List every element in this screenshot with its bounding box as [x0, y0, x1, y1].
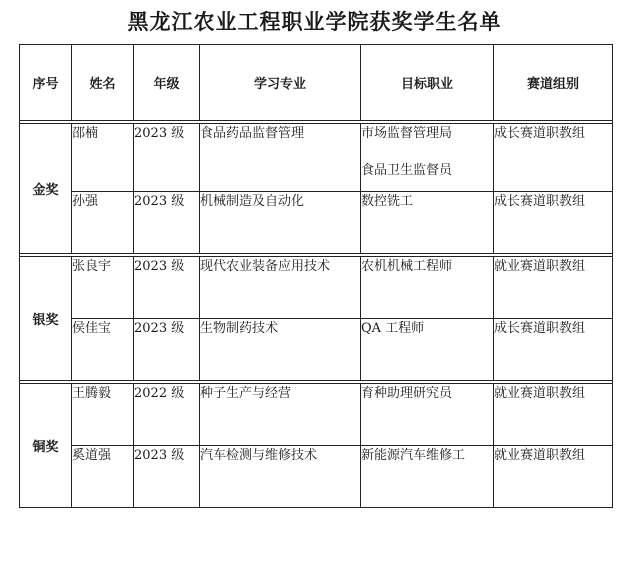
student-major: 生物制药技术 [200, 319, 361, 381]
target-job: QA 工程师 [361, 319, 494, 381]
table-row [20, 192, 613, 254]
student-grade: 2023 级 [134, 192, 200, 254]
student-grade: 2023 级 [134, 124, 200, 192]
student-name: 侯佳宝 [72, 319, 134, 381]
header-index: 序号 [20, 45, 72, 121]
student-grade: 2023 级 [134, 319, 200, 381]
track-group: 成长赛道职教组 [494, 319, 613, 381]
award-level-bronze: 铜奖 [20, 384, 72, 508]
target-job [361, 124, 494, 192]
student-major: 现代农业装备应用技术 [200, 257, 361, 319]
track-group: 成长赛道职教组 [494, 192, 613, 254]
student-major: 食品药品监督管理 [200, 124, 361, 192]
student-name: 王腾毅 [72, 384, 134, 446]
student-name: 张良宇 [72, 257, 134, 319]
student-major: 汽车检测与维修技术 [200, 446, 361, 508]
award-level-silver: 银奖 [20, 257, 72, 381]
award-table [19, 44, 613, 508]
table-row [20, 384, 613, 446]
target-job: 新能源汽车维修工 [361, 446, 494, 508]
track-group: 成长赛道职教组 [494, 124, 613, 192]
table-row [20, 446, 613, 508]
student-grade: 2023 级 [134, 446, 200, 508]
table-row [20, 257, 613, 319]
track-group: 就业赛道职教组 [494, 446, 613, 508]
student-name: 孙强 [72, 192, 134, 254]
target-job-line: 食品卫生监督员 [361, 163, 453, 178]
student-grade: 2022 级 [134, 384, 200, 446]
student-name: 邵楠 [72, 124, 134, 192]
document-title: 黑龙江农业工程职业学院获奖学生名单 [127, 9, 502, 34]
table-row [20, 124, 613, 192]
track-group: 就业赛道职教组 [494, 257, 613, 319]
target-job: 农机机械工程师 [361, 257, 494, 319]
student-major: 种子生产与经营 [200, 384, 361, 446]
target-job: 数控铣工 [361, 192, 494, 254]
award-level-gold: 金奖 [20, 124, 72, 254]
student-name: 奚道强 [72, 446, 134, 508]
header-major: 学习专业 [200, 45, 361, 121]
track-group: 就业赛道职教组 [494, 384, 613, 446]
table-row [20, 319, 613, 381]
target-job: 育种助理研究员 [361, 384, 494, 446]
target-job-line: 市场监督管理局 [361, 126, 453, 141]
header-target-job: 目标职业 [361, 45, 494, 121]
header-name: 姓名 [72, 45, 134, 121]
header-grade: 年级 [134, 45, 200, 121]
student-major: 机械制造及自动化 [200, 192, 361, 254]
student-grade: 2023 级 [134, 257, 200, 319]
table-header-row [20, 45, 613, 121]
header-track: 赛道组别 [494, 45, 613, 121]
